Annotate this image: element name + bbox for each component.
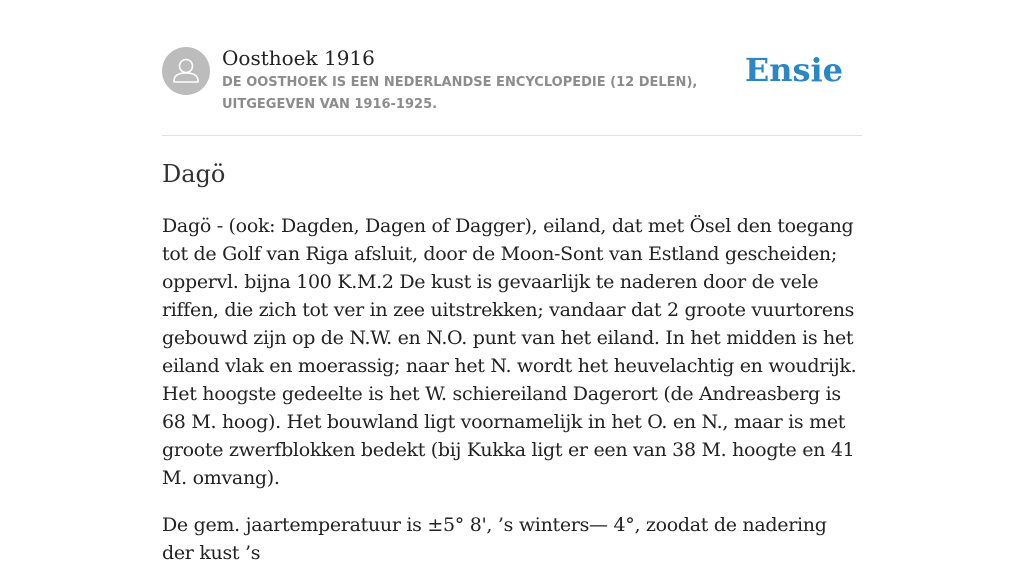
article-paragraph: De gem. jaartemperatuur is ±5° 8', ’s winters— 4°, zoodat de nadering der kust ’s — [162, 514, 827, 564]
article-body — [162, 212, 862, 586]
user-icon — [162, 47, 210, 95]
source-description: DE OOSTHOEK IS EEN NEDERLANDSE ENCYCLOPEDIE (12 DELEN), UITGEGEVEN VAN 1916-1925. — [222, 75, 698, 112]
article-title: Dagö — [162, 160, 226, 188]
article-paragraph: Dagö - (ook: Dagden, Dagen of Dagger), eiland, dat met Ösel den toegang tot de Golf van Riga afsluit, door de Moon-Sont van Estland gescheiden; oppervl. bijna 100 K.M.2 De kust is gevaarlijk te naderen door de vele riffen, die zich tot ver in zee uitstrekken; vandaar dat 2 groote vuurtorens gebouwd zijn op de N.W. en N.O. punt van het eiland. In het midden is het eiland vlak en moerassig; naar het N. wordt het heuvelachtig en woudrijk. Het hoogste gedeelte is het W. schiereiland Dagerort (de Andreasberg is 68 M. hoog). Het bouwland ligt voornamelijk in het O. en N., maar is met groote zwerfblokken bedekt (bij Kukka ligt er een van 38 M. hoogte en 41 M. omvang). — [162, 215, 857, 489]
source-name[interactable]: Oosthoek 1916 — [222, 46, 375, 70]
source-avatar[interactable] — [162, 47, 210, 95]
brand-logo[interactable]: Ensie — [744, 51, 843, 89]
header-divider — [162, 135, 862, 136]
source-header — [162, 46, 862, 116]
